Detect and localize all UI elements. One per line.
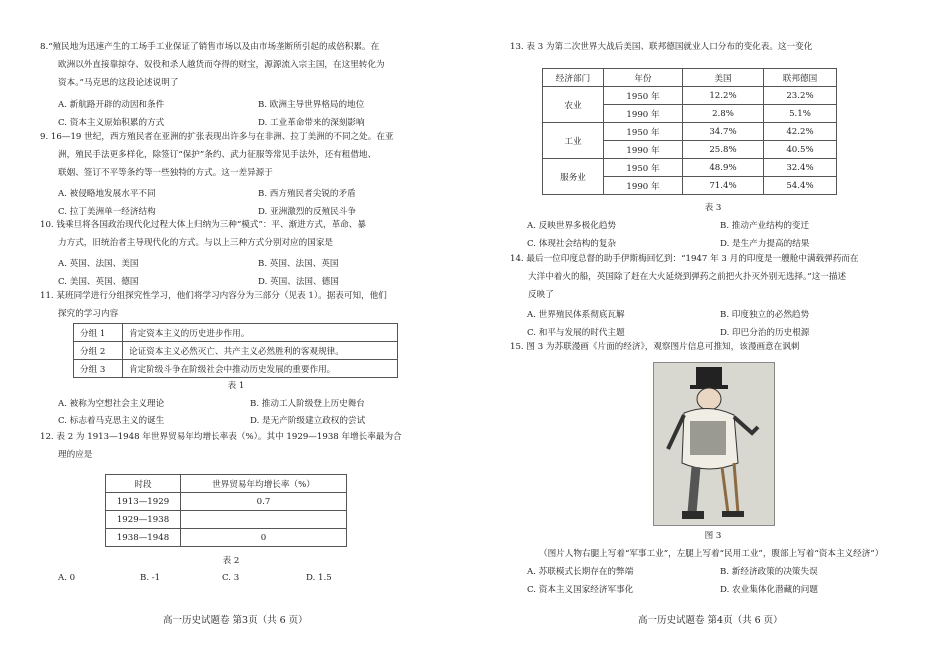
table-cell: 1950 年	[604, 159, 683, 177]
table-cell: 1990 年	[604, 177, 683, 195]
page-footer: 高一历史试题卷 第3页（共 6 页）	[163, 615, 308, 626]
question-10	[40, 216, 366, 252]
table-cell: 42.2%	[764, 123, 837, 141]
q13-option-a[interactable]: A. 反映世界多极化趋势	[527, 221, 617, 231]
cartoon-illustration	[654, 363, 774, 525]
table-cell: 分组 1	[74, 324, 123, 342]
q14-option-d[interactable]: D. 印巴分治的历史根源	[720, 328, 810, 338]
q12-line1: 12. 表 2 为 1913—1948 年世界贸易年均增长率表（%）。其中 1929—1938 年增长率最为合	[40, 432, 402, 442]
q9-line3: 联姻、签订不平等条约等一些独特的方式。这一差异源于	[58, 168, 273, 178]
q11-line2: 探究的学习内容	[58, 309, 119, 319]
table-cell: 5.1%	[764, 105, 837, 123]
table-row	[74, 342, 398, 360]
table-cell: 40.5%	[764, 141, 837, 159]
q15-option-d[interactable]: D. 农业集体化潜藏的问题	[720, 585, 818, 595]
table-header-cell: 年份	[604, 69, 683, 87]
q10-option-d[interactable]: D. 英国、法国、德国	[258, 277, 339, 287]
question-11	[40, 287, 387, 323]
table-cell: 23.2%	[764, 87, 837, 105]
table-header-cell: 时段	[106, 475, 181, 493]
q12-option-c[interactable]: C. 3	[222, 573, 240, 583]
table-header-cell: 美国	[683, 69, 764, 87]
table-cell: 1950 年	[604, 123, 683, 141]
right-page	[475, 0, 950, 671]
q15-option-b[interactable]: B. 新经济政策的决策失误	[720, 567, 818, 577]
q9-option-d[interactable]: D. 亚洲激烈的反殖民斗争	[258, 207, 356, 217]
q10-line1: 10. 钱乘旦将各国政治现代化过程大体上归纳为三种“模式”：平、渐进方式，革命、暴	[40, 220, 366, 230]
q11-line1: 11. 某班同学进行分组探究性学习，他们将学习内容分为三部分（见表 1）。据表可知，他们	[40, 291, 387, 301]
table-cell: 0.7	[181, 493, 347, 511]
q9-option-c[interactable]: C. 拉丁美洲单一经济结构	[58, 207, 156, 217]
q8-option-a[interactable]: A. 新航路开辟的动因和条件	[58, 100, 165, 110]
q10-option-c[interactable]: C. 美国、英国、德国	[58, 277, 139, 287]
q9-option-b[interactable]: B. 西方殖民者尖锐的矛盾	[258, 189, 356, 199]
figure-3-note: （图片人物右腿上写着“军事工业”，左腿上写着“民用工业”，腹部上写着“资本主义经济”）	[539, 549, 884, 559]
figure-3-caption: 图 3	[704, 531, 722, 541]
table-cell: 分组 2	[74, 342, 123, 360]
q13-option-c[interactable]: C. 体现社会结构的复杂	[527, 239, 617, 249]
table-row	[74, 360, 398, 378]
q11-option-a[interactable]: A. 被称为空想社会主义理论	[58, 399, 165, 409]
question-14	[510, 250, 859, 304]
table-cell: 32.4%	[764, 159, 837, 177]
q11-option-d[interactable]: D. 是无产阶级建立政权的尝试	[250, 416, 366, 426]
table-3	[542, 68, 837, 195]
q10-line2: 力方式，旧统治者主导现代化的方式。与以上三种方式分别对应的国家是	[58, 238, 334, 248]
q14-line2: 大洋中着火的船，英国除了赶在大火延烧到弹药之前把火扑灭外别无选择。”这一描述	[528, 272, 847, 282]
q9-option-a[interactable]: A. 被侵略地发展水平不同	[58, 189, 156, 199]
table-cell: 服务业	[543, 159, 604, 195]
q8-option-b[interactable]: B. 欧洲主导世界格局的地位	[258, 100, 365, 110]
table-cell: 1938—1948	[106, 529, 181, 547]
question-12	[40, 428, 402, 464]
table-2-caption: 表 2	[222, 556, 240, 566]
table-1-caption: 表 1	[227, 381, 245, 391]
table-cell: 分组 3	[74, 360, 123, 378]
table-cell: 48.9%	[683, 159, 764, 177]
q15-option-c[interactable]: C. 资本主义国家经济军事化	[527, 585, 634, 595]
table-row	[106, 529, 347, 547]
table-row	[543, 123, 837, 141]
table-header-row	[106, 475, 347, 493]
table-row	[74, 324, 398, 342]
table-cell: 0	[181, 529, 347, 547]
table-cell: 1990 年	[604, 141, 683, 159]
q10-option-b[interactable]: B. 英国、法国、英国	[258, 259, 339, 269]
table-cell	[181, 511, 347, 529]
q12-line2: 理的应是	[58, 450, 93, 460]
q11-option-b[interactable]: B. 推动工人阶级登上历史舞台	[250, 399, 365, 409]
q8-line2: 欧洲以外直接靠掠夺、奴役和杀人越货而夺得的财宝，源源流入宗主国，在这里转化为	[58, 60, 385, 70]
table-2	[105, 474, 347, 547]
q9-line1: 9. 16—19 世纪，西方殖民者在亚洲的扩张表现出许多与在非洲、拉丁美洲的不同之处。在亚	[40, 132, 394, 142]
q8-option-d[interactable]: D. 工业革命带来的深刻影响	[258, 118, 365, 128]
table-cell: 1950 年	[604, 87, 683, 105]
table-cell: 34.7%	[683, 123, 764, 141]
table-cell: 2.8%	[683, 105, 764, 123]
q14-option-c[interactable]: C. 和平与发展的时代主题	[527, 328, 625, 338]
table-cell: 肯定阶级斗争在阶级社会中推动历史发展的重要作用。	[123, 360, 398, 378]
q8-line1: 8.“殖民地为迅速产生的工场手工业保证了销售市场以及由市场垄断所引起的成倍积累。在	[40, 42, 380, 52]
table-1	[73, 323, 398, 378]
q14-option-b[interactable]: B. 印度独立的必然趋势	[720, 310, 810, 320]
table-cell: 1913—1929	[106, 493, 181, 511]
table-row	[106, 493, 347, 511]
q13-option-b[interactable]: B. 推动产业结构的变迁	[720, 221, 810, 231]
q14-line1: 14. 最后一位印度总督的助手伊斯梅回忆到：“1947 年 3 月的印度是一艘舱中满载弹药而在	[510, 254, 859, 264]
q12-option-d[interactable]: D. 1.5	[306, 573, 332, 583]
q14-line3: 反映了	[528, 290, 554, 300]
q8-line3: 资本。”马克思的这段论述说明了	[58, 78, 179, 88]
q9-line2: 洲，殖民手法更多样化，除签订“保护”条约、武力征服等常见手法外，还有租借地、	[58, 150, 377, 160]
q12-option-b[interactable]: B. -1	[140, 573, 161, 583]
table-cell: 1929—1938	[106, 511, 181, 529]
q15-line1: 15. 图 3 为苏联漫画《片面的经济》，观察图片信息可推知，该漫画意在讽刺	[510, 342, 800, 352]
table-3-caption: 表 3	[704, 203, 722, 213]
table-header-cell: 世界贸易年均增长率（%）	[181, 475, 347, 493]
table-cell: 肯定资本主义的历史进步作用。	[123, 324, 398, 342]
page-footer: 高一历史试题卷 第4页（共 6 页）	[638, 615, 783, 626]
q11-option-c[interactable]: C. 标志着马克思主义的诞生	[58, 416, 165, 426]
question-13	[510, 38, 812, 56]
table-row	[106, 511, 347, 529]
question-9	[40, 128, 394, 182]
q13-line1: 13. 表 3 为第二次世界大战后美国、联邦德国就业人口分布的变化表。这一变化	[510, 42, 813, 52]
table-cell: 农业	[543, 87, 604, 123]
table-row	[543, 159, 837, 177]
q10-option-a[interactable]: A. 英国、法国、美国	[58, 259, 139, 269]
question-8	[40, 38, 385, 92]
table-header-cell: 联邦德国	[764, 69, 837, 87]
question-15	[510, 338, 799, 356]
table-cell: 54.4%	[764, 177, 837, 195]
q14-option-a[interactable]: A. 世界殖民体系彻底瓦解	[527, 310, 625, 320]
q13-option-d[interactable]: D. 是生产力提高的结果	[720, 239, 810, 249]
table-cell: 论证资本主义必然灭亡、共产主义必然胜利的客观规律。	[123, 342, 398, 360]
table-cell: 25.8%	[683, 141, 764, 159]
table-cell: 工业	[543, 123, 604, 159]
table-cell: 12.2%	[683, 87, 764, 105]
table-cell: 1990 年	[604, 105, 683, 123]
q15-option-a[interactable]: A. 苏联模式长期存在的弊端	[527, 567, 634, 577]
table-row	[543, 87, 837, 105]
table-cell: 71.4%	[683, 177, 764, 195]
table-header-cell: 经济部门	[543, 69, 604, 87]
cartoon-figure-3	[653, 362, 775, 526]
q8-option-c[interactable]: C. 资本主义原始积累的方式	[58, 118, 165, 128]
table-header-row	[543, 69, 837, 87]
q12-option-a[interactable]: A. 0	[58, 573, 76, 583]
